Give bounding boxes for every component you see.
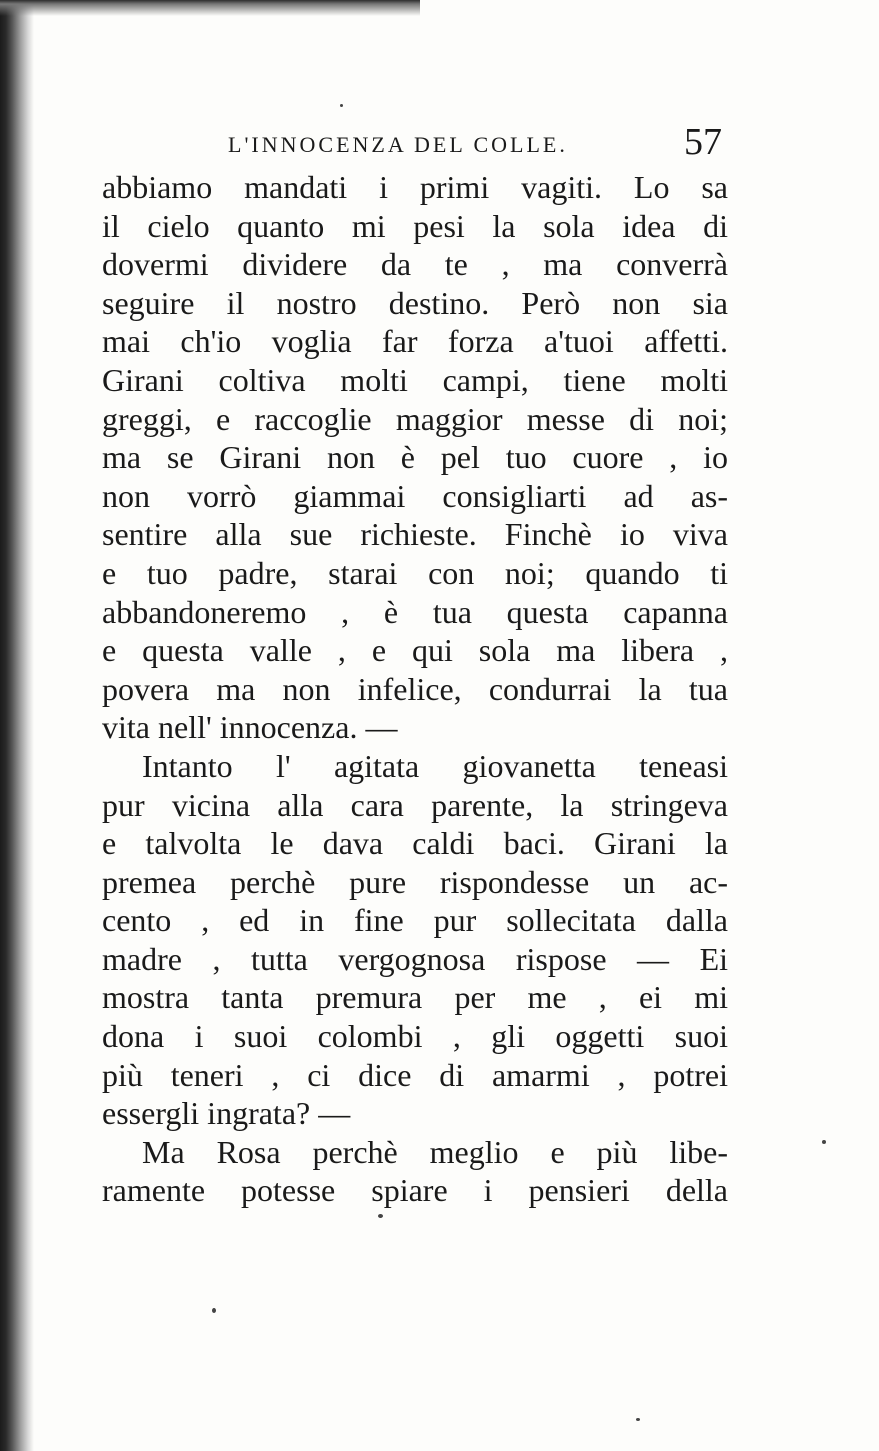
text-line: cento , ed in fine pur sollecitata dalla <box>102 902 728 939</box>
text-line: e tuo padre, starai con noi; quando ti <box>102 554 728 591</box>
text-line: il cielo quanto mi pesi la sola idea di <box>102 207 728 244</box>
scan-speck <box>212 1308 216 1313</box>
text-line: più teneri , ci dice di amarmi , potrei <box>102 1056 728 1093</box>
text-line: pur vicina alla cara parente, la stringeva <box>102 786 728 823</box>
scan-speck <box>636 1418 640 1421</box>
page-number: 57 <box>684 121 722 163</box>
top-edge-shadow <box>0 0 420 16</box>
text-line: e questa valle , e qui sola ma libera , <box>102 632 728 669</box>
text-line: mai ch'io voglia far forza a'tuoi affetti. <box>102 323 728 360</box>
text-line: e talvolta le dava caldi baci. Girani la <box>102 825 728 862</box>
text-line: abbiamo mandati i primi vagiti. Lo sa <box>102 169 728 205</box>
body-text <box>102 168 728 1210</box>
text-line: sentire alla sue richieste. Finchè io viva <box>102 516 728 553</box>
text-line: Girani coltiva molti campi, tiene molti <box>102 361 728 398</box>
text-line: seguire il nostro destino. Però non sia <box>102 284 728 321</box>
text-line: ma se Girani non è pel tuo cuore , io <box>102 439 728 476</box>
scan-speck <box>378 1214 383 1218</box>
text-line: greggi, e raccoglie maggior messe di noi; <box>102 400 728 437</box>
text-line: non vorrò giammai consigliarti ad as- <box>102 477 728 514</box>
scan-speck <box>822 1140 826 1144</box>
text-line: povera ma non infelice, condurrai la tua <box>102 670 728 707</box>
text-line: mostra tanta premura per me , ei mi <box>102 979 728 1016</box>
text-line: madre , tutta vergognosa rispose — Ei <box>102 940 728 977</box>
text-line: dovermi dividere da te , ma converrà <box>102 246 728 283</box>
text-line: dona i suoi colombi , gli oggetti suoi <box>102 1018 728 1055</box>
scan-speck <box>340 104 343 107</box>
binding-shadow <box>0 0 34 1451</box>
paragraph-end-line: vita nell' innocenza. — <box>102 709 398 746</box>
paragraph-end-line: essergli ingrata? — <box>102 1095 351 1132</box>
text-line: ramente potesse spiare i pensieri della <box>102 1172 728 1209</box>
text-line: abbandoneremo , è tua questa capanna <box>102 593 728 630</box>
running-title: L'INNOCENZA DEL COLLE. <box>228 132 568 157</box>
text-line: premea perchè pure rispondesse un ac- <box>102 863 728 900</box>
paragraph-start-line: Ma Rosa perchè meglio e più libe- <box>142 1133 728 1170</box>
paragraph-start-line: Intanto l' agitata giovanetta teneasi <box>142 747 728 784</box>
